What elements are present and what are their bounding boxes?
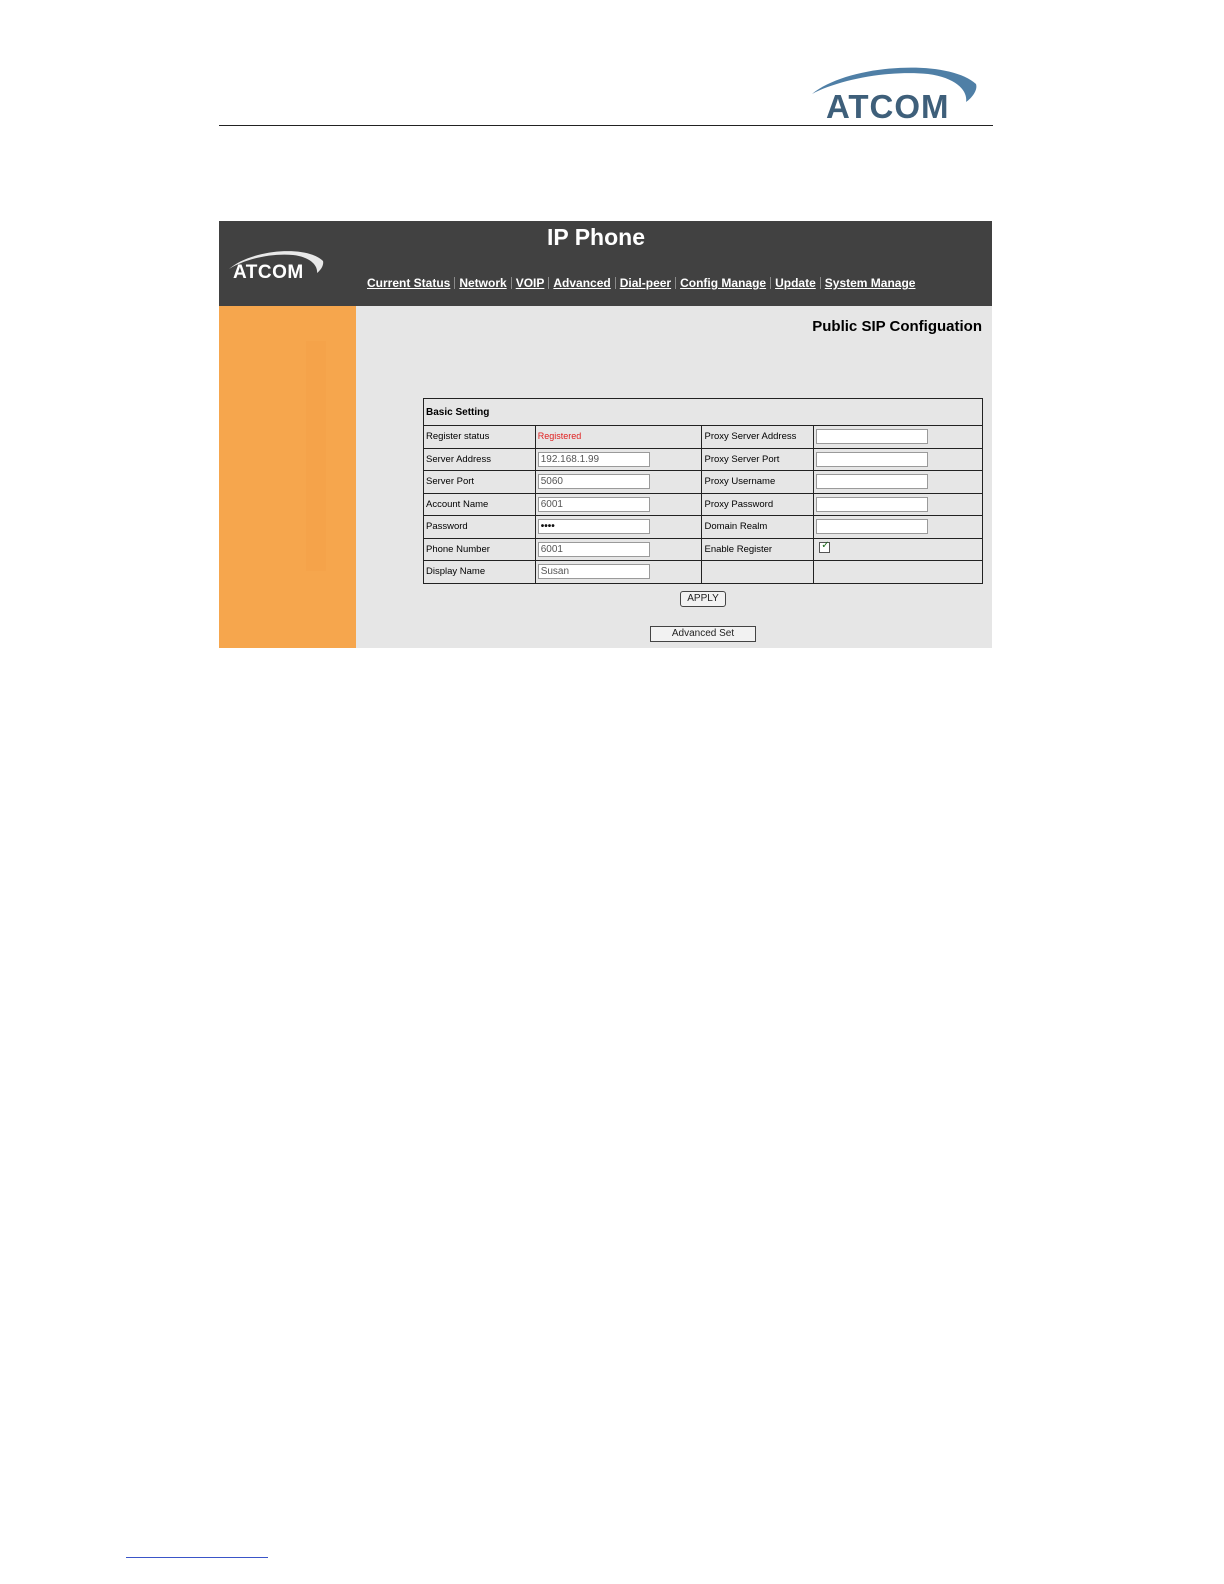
display-name-field[interactable] [538,564,650,579]
nav-dial-peer[interactable]: Dial-peer [619,276,672,290]
phone-number-field[interactable] [538,542,650,557]
apply-button[interactable]: APPLY [680,591,726,607]
top-bar [219,221,992,306]
logo-text: ATCOM [826,88,950,125]
proxy-server-port-field[interactable] [816,452,928,467]
nav-current-status[interactable]: Current Status [367,276,451,290]
atcom-app-logo [227,247,327,287]
register-status-label: Register status [424,426,536,449]
table-row [424,561,983,584]
proxy-server-address-label: Proxy Server Address [702,426,814,449]
nav-separator [548,277,549,289]
ip-phone-web-ui [219,221,992,648]
domain-realm-field[interactable] [816,519,928,534]
logo-text: ATCOM [233,262,304,283]
table-row [424,493,983,516]
page-title: Public SIP Configuation [812,318,982,335]
enable-register-checkbox[interactable] [819,542,830,553]
app-title: IP Phone [547,224,645,250]
phone-number-label: Phone Number [424,538,536,561]
nav-separator [615,277,616,289]
account-name-label: Account Name [424,493,536,516]
table-row [424,538,983,561]
nav-advanced[interactable]: Advanced [553,276,611,290]
sidebar [219,306,356,648]
proxy-server-port-label: Proxy Server Port [702,448,814,471]
table-row [424,448,983,471]
display-name-label: Display Name [424,561,536,584]
table-row [424,471,983,494]
section-title: Basic Setting [424,399,983,426]
nav-network[interactable]: Network [459,276,507,290]
nav-system-manage[interactable]: System Manage [824,276,916,290]
nav-separator [770,277,771,289]
check-icon: ✓ [821,540,830,552]
empty-cell [814,561,983,584]
server-address-label: Server Address [424,448,536,471]
register-status-value: Registered [537,431,582,442]
proxy-username-label: Proxy Username [702,471,814,494]
password-field[interactable] [538,519,650,534]
proxy-password-label: Proxy Password [702,493,814,516]
enable-register-label: Enable Register [702,538,814,561]
footer-link-underline [126,1557,268,1558]
nav-voip[interactable]: VOIP [515,276,545,290]
server-port-field[interactable] [538,474,650,489]
nav-separator [675,277,676,289]
advanced-set-button[interactable]: Advanced Set [650,626,756,642]
password-label: Password [424,516,536,539]
proxy-server-address-field[interactable] [816,429,928,444]
nav-update[interactable]: Update [775,276,816,290]
table-row [424,426,983,449]
server-address-field[interactable] [538,452,650,467]
account-name-field[interactable] [538,497,650,512]
header-divider [219,125,993,126]
domain-realm-label: Domain Realm [702,516,814,539]
basic-setting-table [423,398,983,584]
atcom-document-logo [808,62,982,126]
sidebar-decoration [306,341,326,571]
nav-separator [454,277,455,289]
table-header-row [424,399,983,426]
main-nav [367,276,915,290]
empty-cell [702,561,814,584]
nav-separator [820,277,821,289]
proxy-username-field[interactable] [816,474,928,489]
server-port-label: Server Port [424,471,536,494]
proxy-password-field[interactable] [816,497,928,512]
nav-config-manage[interactable]: Config Manage [680,276,767,290]
table-row [424,516,983,539]
nav-separator [511,277,512,289]
